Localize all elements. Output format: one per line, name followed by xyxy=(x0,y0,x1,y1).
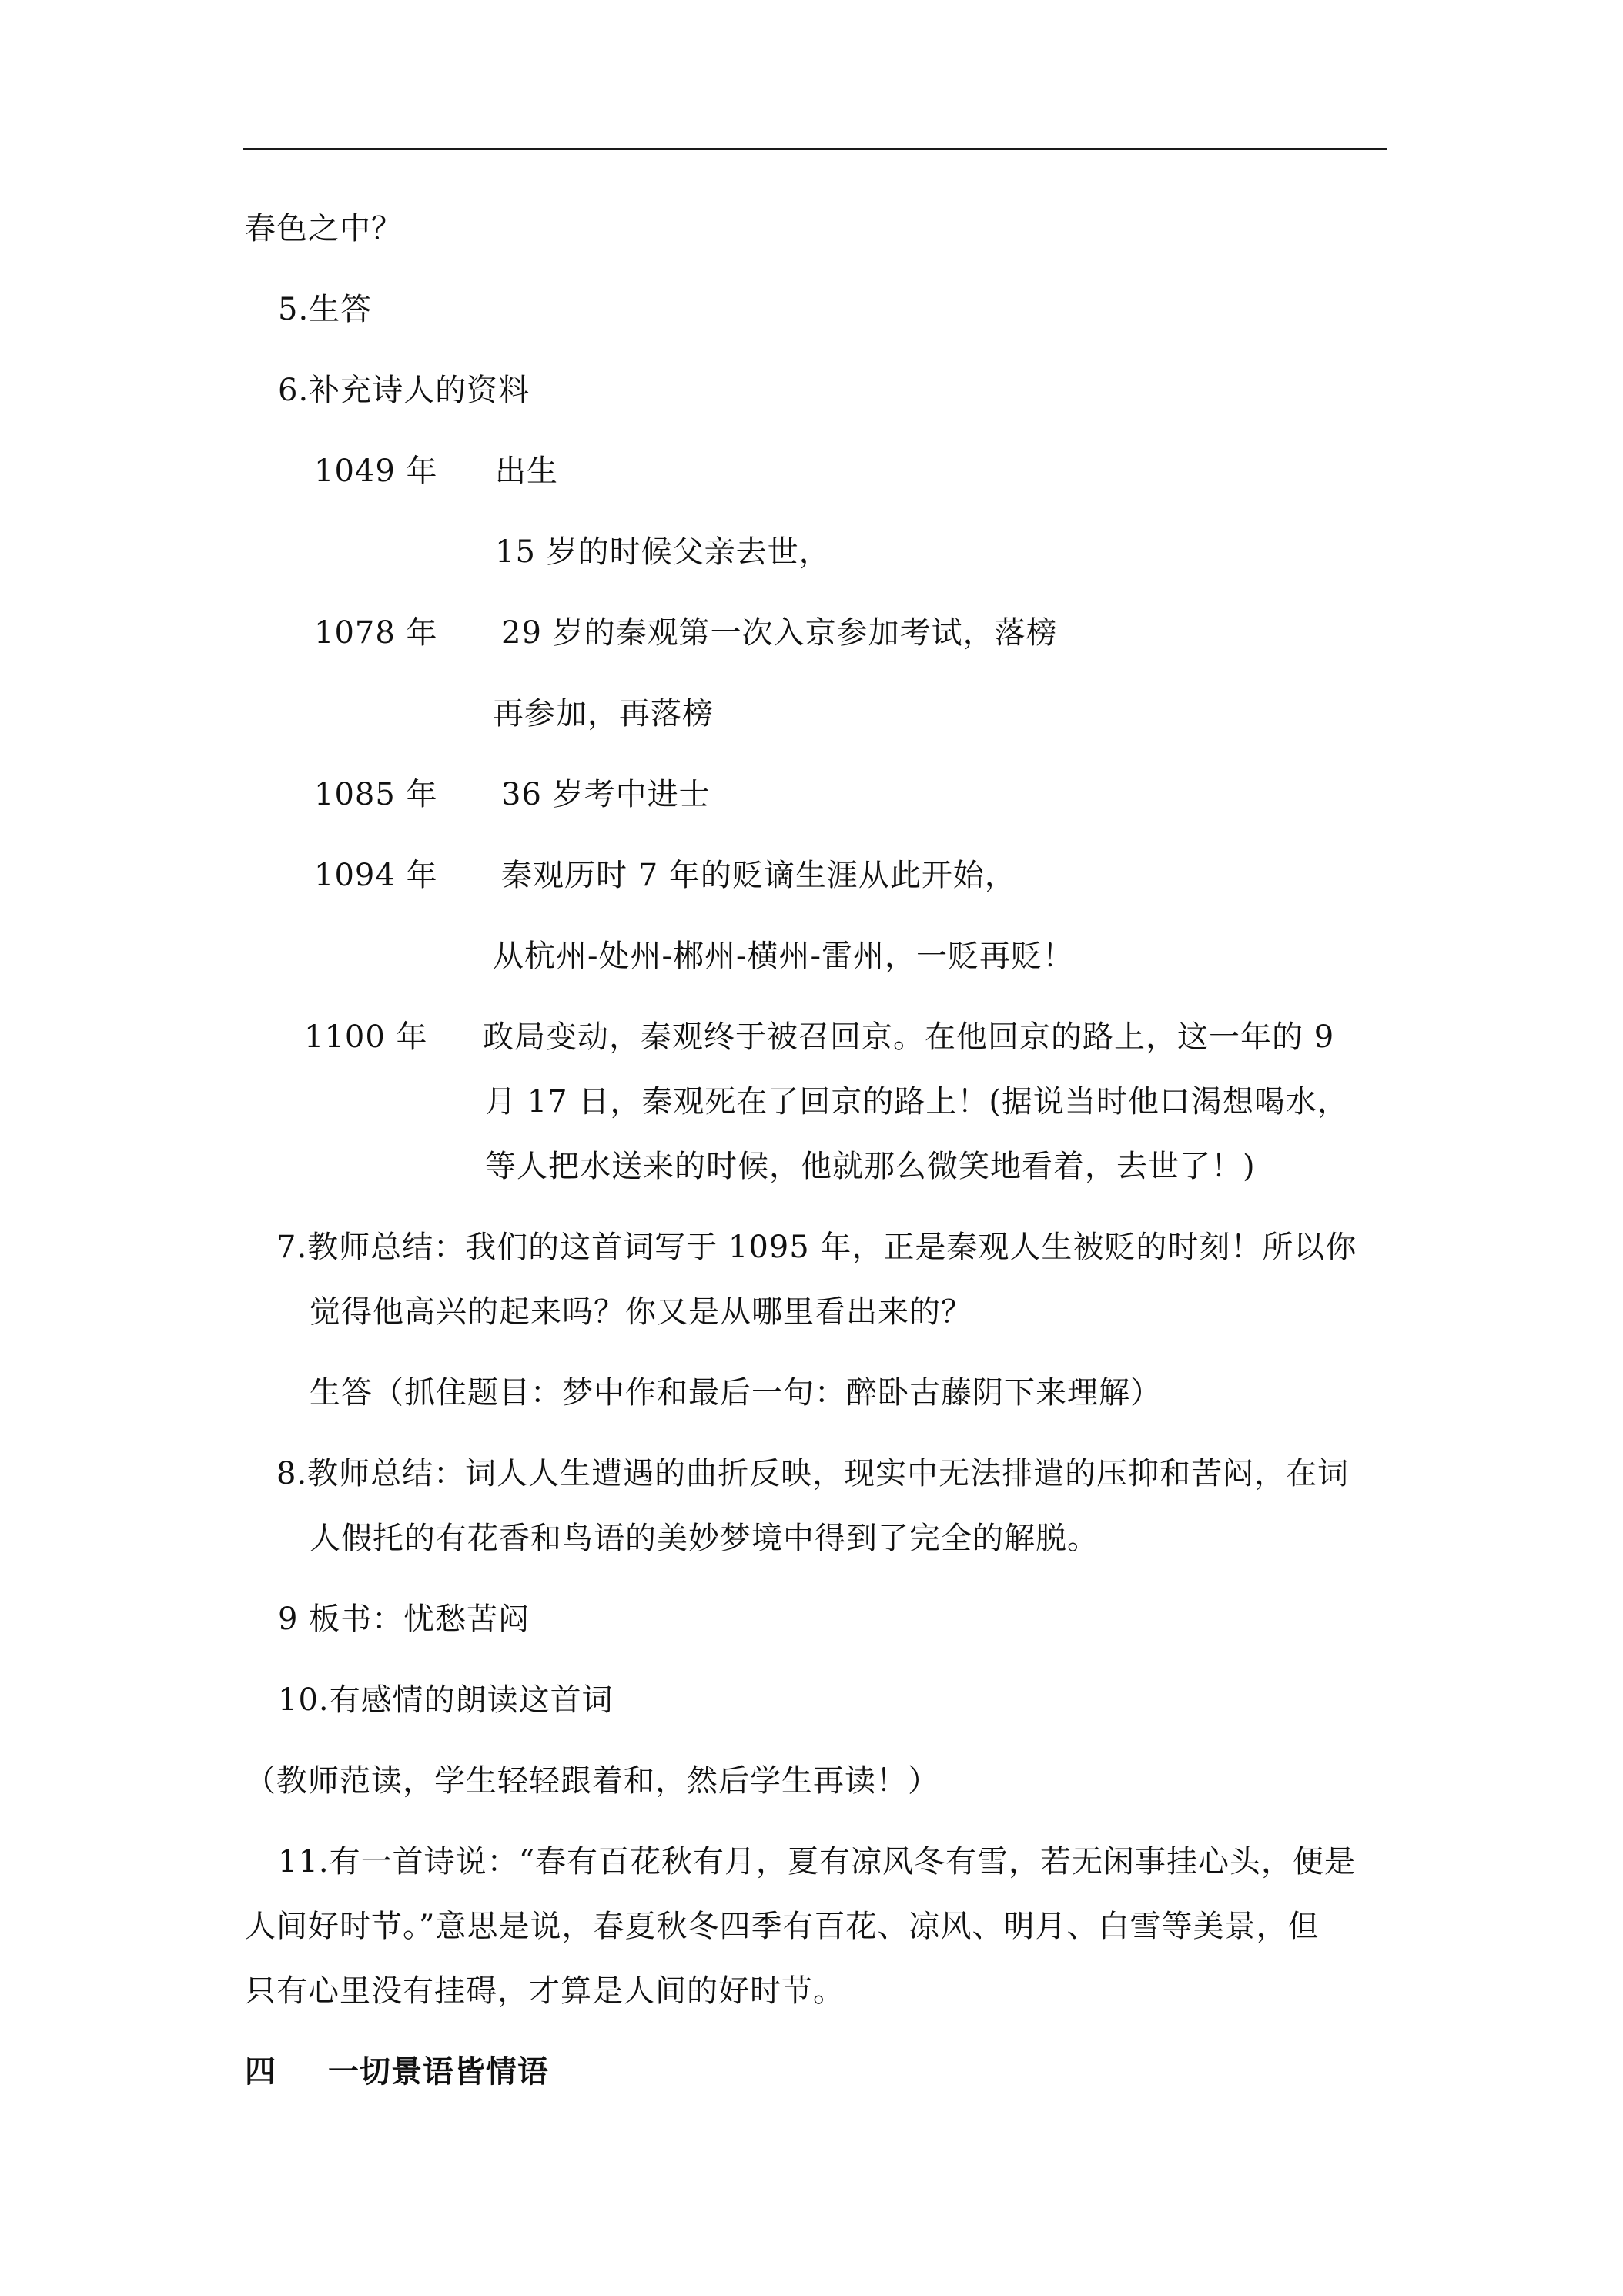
timeline-text: 再参加，再落榜 xyxy=(493,696,714,731)
text-line: 人间好时节。”意思是说，春夏秋冬四季有百花、凉风、明月、白雪等美景，但 xyxy=(245,1909,1320,1944)
text-line: （教师范读，学生轻轻跟着和，然后学生再读！） xyxy=(245,1763,939,1799)
year-label: 1078 年 xyxy=(314,615,438,651)
text-line: 8.教师总结：词人人生遭遇的曲折反映，现实中无法排遣的压抑和苦闷，在词 xyxy=(276,1456,1350,1491)
text-line: 11.有一首诗说：“春有百花秋有月，夏有凉风冬有雪，若无闲事挂心头，便是 xyxy=(278,1844,1357,1879)
section-title: 一切景语皆情语 xyxy=(328,2053,549,2090)
timeline-text: 政局变动，秦观终于被召回京。在他回京的路上，这一年的 9 xyxy=(483,1019,1335,1055)
text-line: 9 板书：忧愁苦闷 xyxy=(278,1602,530,1637)
text-line: 5.生答 xyxy=(278,292,373,327)
year-label: 1049 年 xyxy=(314,454,438,489)
text-line: 人假托的有花香和鸟语的美妙梦境中得到了完全的解脱。 xyxy=(310,1521,1099,1556)
text-line: 7.教师总结：我们的这首词写于 1095 年，正是秦观人生被贬的时刻！所以你 xyxy=(276,1230,1357,1265)
text-line: 6.补充诗人的资料 xyxy=(278,373,530,408)
timeline-text: 15 岁的时候父亲去世， xyxy=(495,534,831,570)
text-line: 觉得他高兴的起来吗？你又是从哪里看出来的？ xyxy=(310,1294,972,1330)
timeline-text: 出生 xyxy=(495,454,558,489)
text-line: 只有心里没有挂碍，才算是人间的好时节。 xyxy=(245,1973,845,2009)
timeline-text: 等人把水送来的时候，他就那么微笑地看着，去世了！) xyxy=(485,1149,1256,1184)
timeline-text: 月 17 日，秦观死在了回京的路上！(据说当时他口渴想喝水， xyxy=(485,1084,1349,1120)
timeline-text: 秦观历时 7 年的贬谪生涯从此开始， xyxy=(501,858,1016,893)
year-label: 1085 年 xyxy=(314,777,438,812)
text-line: 10.有感情的朗读这首词 xyxy=(278,1682,614,1718)
header-rule xyxy=(243,148,1387,150)
section-number: 四 xyxy=(245,2053,276,2090)
year-label: 1100 年 xyxy=(304,1019,428,1055)
timeline-text: 36 岁考中进士 xyxy=(501,777,711,812)
timeline-text: 29 岁的秦观第一次入京参加考试，落榜 xyxy=(501,615,1058,651)
timeline-text: 从杭州-处州-郴州-横州-雷州，一贬再贬！ xyxy=(493,939,1075,974)
text-line: 春色之中？ xyxy=(245,211,403,246)
year-label: 1094 年 xyxy=(314,858,438,893)
text-line: 生答（抓住题目：梦中作和最后一句：醉卧古藤阴下来理解） xyxy=(310,1375,1162,1411)
